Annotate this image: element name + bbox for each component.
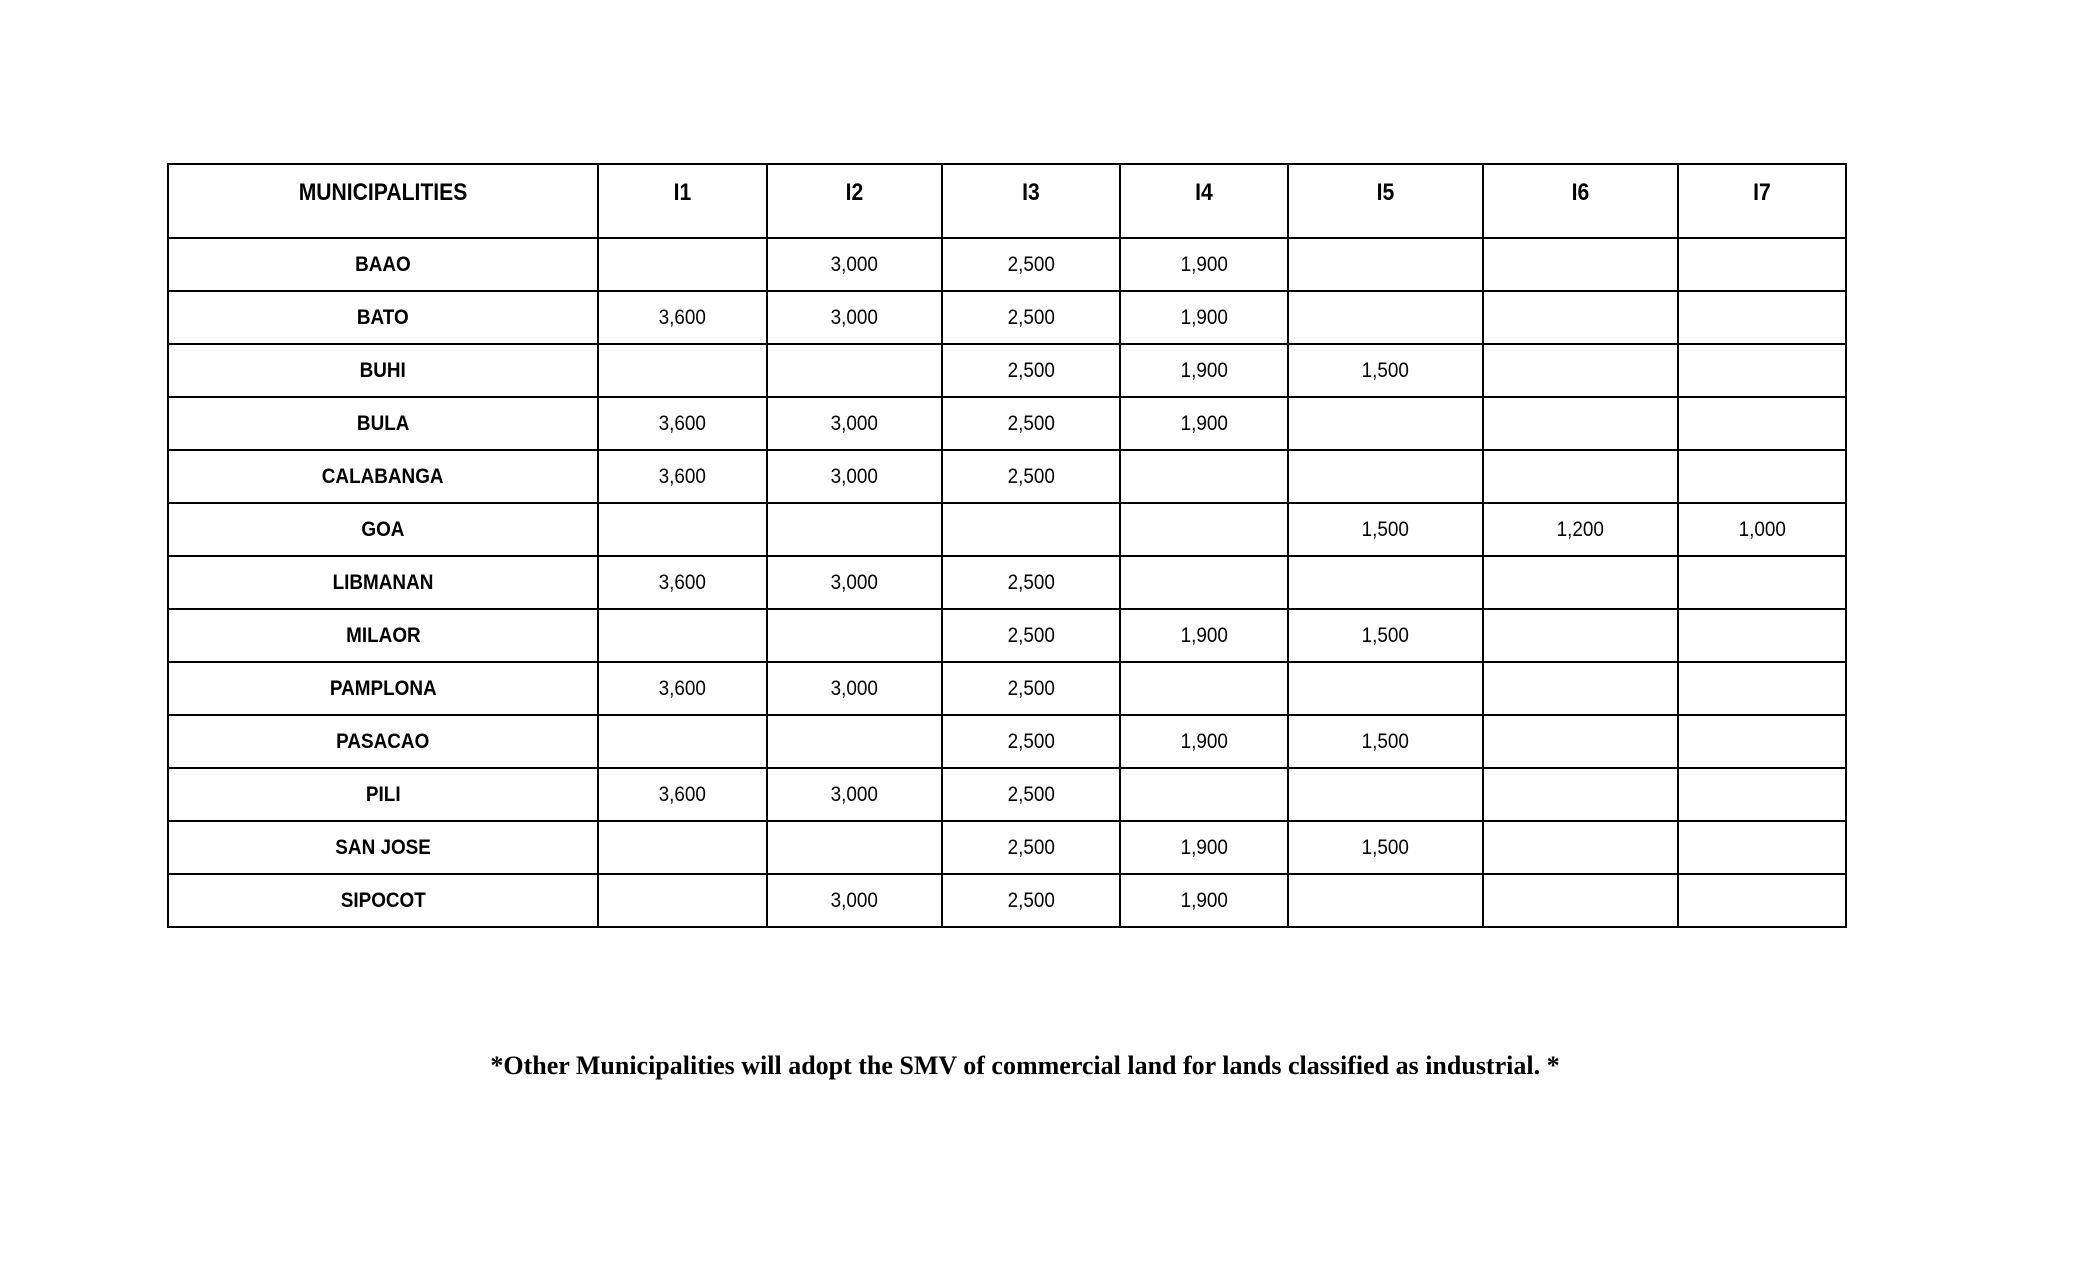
cell-value: 2,500 <box>1007 570 1055 594</box>
value-cell-i2 <box>767 609 942 662</box>
value-cell-i4 <box>1120 291 1288 344</box>
value-cell-i5 <box>1288 609 1483 662</box>
cell-value: 3,000 <box>830 252 879 276</box>
table-row <box>168 344 1846 397</box>
table-header-row <box>168 164 1846 238</box>
value-cell-i1 <box>598 238 767 291</box>
value-cell-i6 <box>1483 821 1678 874</box>
value-cell-i3 <box>942 503 1120 556</box>
value-cell-i5 <box>1288 344 1483 397</box>
value-cell-i1 <box>598 874 767 927</box>
header-i1: I1 <box>608 164 757 238</box>
municipality-name: BULA <box>356 411 410 435</box>
value-cell-i3 <box>942 344 1120 397</box>
cell-value: 1,000 <box>1738 517 1786 541</box>
footnote-text: *Other Municipalities will adopt the SMV of commercial land for lands classified as industrial. * <box>490 1051 1560 1080</box>
cell-value: 2,500 <box>1007 358 1055 382</box>
cell-value: 1,500 <box>1361 835 1410 859</box>
value-cell-i1 <box>598 450 767 503</box>
value-cell-i5 <box>1288 556 1483 609</box>
table-row <box>168 715 1846 768</box>
value-cell-i2 <box>767 503 942 556</box>
table-row <box>168 662 1846 715</box>
value-cell-i5 <box>1288 450 1483 503</box>
value-cell-i1 <box>598 715 767 768</box>
municipality-name: PASACAO <box>336 729 430 753</box>
municipality-cell <box>168 397 598 450</box>
cell-value: 1,900 <box>1180 411 1228 435</box>
value-cell-i6 <box>1483 450 1678 503</box>
value-cell-i1 <box>598 291 767 344</box>
value-cell-i3 <box>942 556 1120 609</box>
cell-value: 1,500 <box>1361 358 1410 382</box>
cell-value: 1,900 <box>1180 358 1228 382</box>
municipality-name: BUHI <box>359 358 407 382</box>
table-body <box>168 238 1846 927</box>
cell-value: 3,000 <box>830 305 879 329</box>
cell-value: 2,500 <box>1007 782 1055 806</box>
municipality-name: PILI <box>365 782 401 806</box>
table-row <box>168 450 1846 503</box>
value-cell-i4 <box>1120 662 1288 715</box>
cell-value: 2,500 <box>1007 252 1055 276</box>
cell-value: 3,600 <box>658 464 707 488</box>
value-cell-i6 <box>1483 291 1678 344</box>
value-cell-i3 <box>942 291 1120 344</box>
value-cell-i2 <box>767 556 942 609</box>
municipality-name: CALABANGA <box>322 464 444 488</box>
cell-value: 2,500 <box>1007 464 1055 488</box>
table-row <box>168 609 1846 662</box>
cell-value: 3,000 <box>830 411 879 435</box>
municipality-cell <box>168 503 598 556</box>
cell-value: 3,000 <box>830 570 879 594</box>
table-row <box>168 503 1846 556</box>
value-cell-i7 <box>1678 291 1846 344</box>
value-cell-i7 <box>1678 397 1846 450</box>
value-cell-i2 <box>767 662 942 715</box>
value-cell-i2 <box>767 821 942 874</box>
table-row <box>168 238 1846 291</box>
value-cell-i7 <box>1678 821 1846 874</box>
value-cell-i6 <box>1483 609 1678 662</box>
value-cell-i5 <box>1288 715 1483 768</box>
table-row <box>168 397 1846 450</box>
header-i4: I4 <box>1130 164 1278 238</box>
municipality-cell <box>168 715 598 768</box>
value-cell-i2 <box>767 450 942 503</box>
value-cell-i7 <box>1678 874 1846 927</box>
value-cell-i6 <box>1483 556 1678 609</box>
value-cell-i7 <box>1678 238 1846 291</box>
cell-value: 1,900 <box>1180 252 1228 276</box>
value-cell-i1 <box>598 503 767 556</box>
value-cell-i7 <box>1678 662 1846 715</box>
value-cell-i1 <box>598 556 767 609</box>
value-cell-i4 <box>1120 450 1288 503</box>
municipality-name: GOA <box>361 517 405 541</box>
table-row <box>168 556 1846 609</box>
value-cell-i5 <box>1288 874 1483 927</box>
value-cell-i5 <box>1288 291 1483 344</box>
cell-value: 3,600 <box>658 782 707 806</box>
value-cell-i7 <box>1678 344 1846 397</box>
value-cell-i5 <box>1288 503 1483 556</box>
value-cell-i2 <box>767 715 942 768</box>
header-municipalities: MUNICIPALITIES <box>194 164 572 238</box>
value-cell-i5 <box>1288 821 1483 874</box>
cell-value: 1,900 <box>1180 623 1228 647</box>
municipality-cell <box>168 238 598 291</box>
value-cell-i5 <box>1288 662 1483 715</box>
cell-value: 3,600 <box>658 570 707 594</box>
value-cell-i2 <box>767 768 942 821</box>
value-cell-i3 <box>942 609 1120 662</box>
municipality-cell <box>168 344 598 397</box>
value-cell-i5 <box>1288 768 1483 821</box>
value-cell-i7 <box>1678 609 1846 662</box>
value-cell-i6 <box>1483 397 1678 450</box>
value-cell-i4 <box>1120 238 1288 291</box>
table-row <box>168 874 1846 927</box>
value-cell-i6 <box>1483 238 1678 291</box>
value-cell-i3 <box>942 768 1120 821</box>
value-cell-i2 <box>767 344 942 397</box>
value-cell-i4 <box>1120 503 1288 556</box>
municipality-cell <box>168 450 598 503</box>
municipality-name: BATO <box>357 305 409 329</box>
value-cell-i7 <box>1678 768 1846 821</box>
value-cell-i3 <box>942 821 1120 874</box>
value-cell-i4 <box>1120 821 1288 874</box>
table-row <box>168 821 1846 874</box>
municipality-cell <box>168 291 598 344</box>
value-cell-i1 <box>598 609 767 662</box>
header-i5: I5 <box>1300 164 1472 238</box>
municipality-cell <box>168 821 598 874</box>
cell-value: 3,600 <box>658 676 707 700</box>
value-cell-i7 <box>1678 556 1846 609</box>
municipality-cell <box>168 556 598 609</box>
value-cell-i1 <box>598 344 767 397</box>
cell-value: 1,500 <box>1361 517 1410 541</box>
value-cell-i7 <box>1678 503 1846 556</box>
cell-value: 2,500 <box>1007 623 1055 647</box>
cell-value: 1,900 <box>1180 888 1228 912</box>
value-cell-i2 <box>767 238 942 291</box>
value-cell-i6 <box>1483 344 1678 397</box>
value-cell-i6 <box>1483 768 1678 821</box>
municipality-cell <box>168 609 598 662</box>
cell-value: 2,500 <box>1007 305 1055 329</box>
value-cell-i4 <box>1120 397 1288 450</box>
value-cell-i2 <box>767 397 942 450</box>
municipality-name: BAAO <box>355 252 411 276</box>
cell-value: 2,500 <box>1007 835 1055 859</box>
value-cell-i6 <box>1483 503 1678 556</box>
value-cell-i4 <box>1120 715 1288 768</box>
cell-value: 1,900 <box>1180 305 1228 329</box>
header-i3: I3 <box>953 164 1110 238</box>
municipality-name: SAN JOSE <box>335 835 431 859</box>
value-cell-i7 <box>1678 715 1846 768</box>
municipality-name: MILAOR <box>345 623 421 647</box>
value-cell-i1 <box>598 397 767 450</box>
value-cell-i3 <box>942 662 1120 715</box>
cell-value: 3,000 <box>830 464 879 488</box>
value-cell-i1 <box>598 662 767 715</box>
value-cell-i7 <box>1678 450 1846 503</box>
value-cell-i6 <box>1483 662 1678 715</box>
value-cell-i3 <box>942 715 1120 768</box>
cell-value: 3,000 <box>830 676 879 700</box>
cell-value: 1,900 <box>1180 835 1228 859</box>
value-cell-i4 <box>1120 768 1288 821</box>
value-cell-i1 <box>598 821 767 874</box>
industrial-smv-table <box>167 163 1847 928</box>
cell-value: 3,000 <box>830 782 879 806</box>
value-cell-i2 <box>767 291 942 344</box>
cell-value: 3,000 <box>830 888 879 912</box>
value-cell-i3 <box>942 450 1120 503</box>
value-cell-i5 <box>1288 238 1483 291</box>
cell-value: 3,600 <box>658 411 707 435</box>
cell-value: 3,600 <box>658 305 707 329</box>
cell-value: 1,500 <box>1361 729 1410 753</box>
cell-value: 2,500 <box>1007 729 1055 753</box>
cell-value: 2,500 <box>1007 888 1055 912</box>
header-i2: I2 <box>778 164 932 238</box>
value-cell-i2 <box>767 874 942 927</box>
municipality-cell <box>168 768 598 821</box>
value-cell-i3 <box>942 874 1120 927</box>
value-cell-i3 <box>942 238 1120 291</box>
cell-value: 1,900 <box>1180 729 1228 753</box>
cell-value: 1,200 <box>1556 517 1605 541</box>
header-i7: I7 <box>1688 164 1836 238</box>
cell-value: 2,500 <box>1007 411 1055 435</box>
table-row <box>168 291 1846 344</box>
value-cell-i6 <box>1483 874 1678 927</box>
municipality-cell <box>168 662 598 715</box>
table-row <box>168 768 1846 821</box>
municipality-name: PAMPLONA <box>329 676 437 700</box>
municipality-name: LIBMANAN <box>332 570 434 594</box>
value-cell-i4 <box>1120 344 1288 397</box>
value-cell-i6 <box>1483 715 1678 768</box>
value-cell-i3 <box>942 397 1120 450</box>
municipality-cell <box>168 874 598 927</box>
cell-value: 2,500 <box>1007 676 1055 700</box>
cell-value: 1,500 <box>1361 623 1410 647</box>
value-cell-i4 <box>1120 609 1288 662</box>
value-cell-i4 <box>1120 874 1288 927</box>
value-cell-i5 <box>1288 397 1483 450</box>
header-i6: I6 <box>1495 164 1667 238</box>
value-cell-i1 <box>598 768 767 821</box>
value-cell-i4 <box>1120 556 1288 609</box>
municipality-name: SIPOCOT <box>340 888 426 912</box>
